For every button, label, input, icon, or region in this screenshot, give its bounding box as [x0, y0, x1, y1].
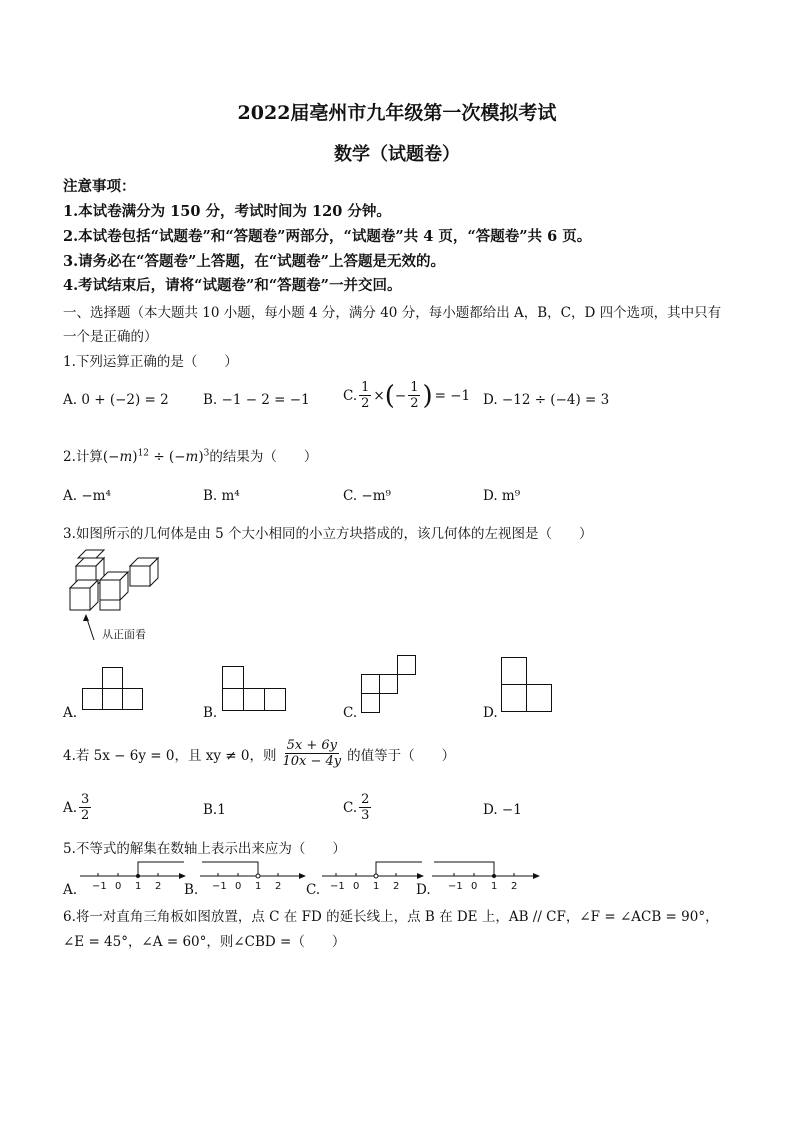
q3-arrowhead — [83, 614, 89, 621]
q3-stem: 3.如图所示的几何体是由 5 个大小相同的小立方块搭成的，该几何体的左视图是（ ） — [63, 526, 593, 542]
q4-a-num: 3 — [81, 792, 90, 807]
q5-d-tick-0: 0 — [471, 881, 478, 892]
q4-a-label: A. — [63, 799, 78, 816]
q3-option-d-figure — [501, 657, 561, 717]
q1-c-num2: 1 — [410, 380, 419, 395]
q5-option-b: B. — [184, 882, 199, 898]
q5-c-tick-2: 2 — [393, 881, 400, 892]
q1-c-frac2 — [408, 380, 420, 411]
notice-item-1: 1.本试卷满分为 150 分，考试时间为 120 分钟。 — [63, 203, 391, 220]
page-subtitle: 数学（试题卷） — [334, 144, 460, 165]
q5-a-tick-2: 2 — [155, 881, 162, 892]
notice-item-4: 4.考试结束后，请将“试题卷”和“答题卷”一并交回。 — [63, 277, 402, 294]
q5-numberline-b — [200, 858, 320, 898]
q2-option-a: A. −m⁴ — [63, 488, 111, 504]
q5-option-d: D. — [416, 882, 431, 898]
q1-c-num1: 1 — [361, 380, 370, 395]
page-title: 2022届亳州市九年级第一次模拟考试 — [237, 102, 557, 124]
q5-stem: 5.不等式的解集在数轴上表示出来应为（ ） — [63, 841, 346, 857]
q5-a-tick-1: 1 — [135, 881, 142, 892]
q4-c-num: 2 — [361, 792, 370, 807]
q5-b-tick-2: 2 — [275, 881, 282, 892]
q3-option-b: B. — [203, 705, 218, 721]
q4-frac-den: 10x − 4y — [282, 754, 342, 769]
q5-numberline-d — [432, 858, 562, 898]
q2-option-c: C. −m⁹ — [343, 488, 391, 504]
q2-stem-post: 的结果为（ ） — [209, 449, 318, 465]
q4-stem-post: 的值等于（ ） — [347, 747, 456, 764]
notice-item-3: 3.请务必在“答题卷”上答题，在“试题卷”上答题是无效的。 — [63, 253, 445, 270]
q1-option-b: B. −1 − 2 = −1 — [203, 392, 310, 408]
q1-c-den2: 2 — [410, 396, 419, 411]
q5-d-tick-1: 1 — [491, 881, 498, 892]
q3-option-a: A. — [63, 705, 78, 721]
q5-option-a: A. — [63, 882, 78, 898]
q5-c-tick-1: 1 — [373, 881, 380, 892]
q5-a-tick-0: 0 — [115, 881, 122, 892]
q2-stem: 2.计算$(-m)^{12} \div (-m)^3$的结果为（ ） — [63, 448, 318, 465]
q5-d-tick-neg1: −1 — [448, 881, 463, 892]
q4-frac-num: 5x + 6y — [286, 738, 337, 753]
q4-c-den: 3 — [361, 808, 370, 823]
section-heading-line2: 一个是正确的） — [63, 329, 158, 345]
q1-option-d: D. −12 ÷ (−4) = 3 — [483, 392, 610, 408]
q5-b-tick-neg1: −1 — [212, 881, 227, 892]
notice-heading: 注意事项： — [63, 178, 136, 195]
q5-a-tick-neg1: −1 — [92, 881, 107, 892]
q4-option-c — [343, 792, 373, 823]
q4-a-den: 2 — [81, 808, 90, 823]
q2-stem-pre: 2.计算 — [63, 449, 103, 465]
q4-stem-pre: 4.若 5x − 6y = 0，且 xy ≠ 0，则 — [63, 747, 277, 764]
q3-option-c: C. — [343, 705, 358, 721]
q5-c-tick-0: 0 — [353, 881, 360, 892]
q4-frac — [280, 738, 343, 769]
q4-option-a — [63, 792, 93, 823]
q5-b-tick-0: 0 — [235, 881, 242, 892]
q5-numberline-a — [80, 858, 200, 898]
q6-line2: ∠E = 45°，∠A = 60°，则∠CBD =（ ） — [63, 934, 346, 950]
q1-c-frac1 — [359, 380, 371, 411]
q1-c-label: C. — [343, 387, 358, 404]
q3-view-label: 从正面看 — [102, 628, 146, 641]
q5-d-tick-2: 2 — [511, 881, 518, 892]
q4-a-frac — [79, 792, 91, 823]
section-heading-line1: 一、选择题（本大题共 10 小题，每小题 4 分，满分 40 分，每小题都给出 A，B，C，D 四个选项，其中只有 — [63, 305, 722, 321]
q3-option-d: D. — [483, 705, 498, 721]
q1-option-c: C. $\frac{1}{2}$ × ( − $\frac{1}{2}$ ) = −1 — [343, 380, 471, 411]
q4-c-frac — [359, 792, 371, 823]
q1-c-den1: 2 — [361, 396, 370, 411]
q4-c-label: C. — [343, 799, 358, 816]
q1-stem: 1.下列运算正确的是（ ） — [63, 354, 238, 370]
q1-c-rest: = −1 — [434, 387, 471, 404]
q3-option-b-figure — [222, 666, 292, 716]
q5-c-tick-neg1: −1 — [330, 881, 345, 892]
q4-option-d: D. −1 — [483, 802, 522, 818]
q6-line1: 6.将一对直角三角板如图放置，点 C 在 FD 的延长线上，点 B 在 DE 上，AB // CF，∠F = ∠ACB = 90°， — [63, 909, 719, 925]
q2-option-d: D. m⁹ — [483, 488, 521, 504]
notice-item-2: 2.本试卷包括“试题卷”和“答题卷”两部分，“试题卷”共 4 页，“答题卷”共 6 页。 — [63, 228, 592, 245]
q3-option-c-figure — [361, 655, 421, 720]
q2-option-b: B. m⁴ — [203, 488, 240, 504]
q4-stem — [63, 738, 455, 769]
q4-option-b: B.1 — [203, 802, 226, 818]
q3-option-a-figure — [82, 667, 152, 717]
q1-option-a: A. 0 + (−2) = 2 — [63, 392, 169, 408]
q5-b-tick-1: 1 — [255, 881, 262, 892]
q5-option-c: C. — [306, 882, 321, 898]
